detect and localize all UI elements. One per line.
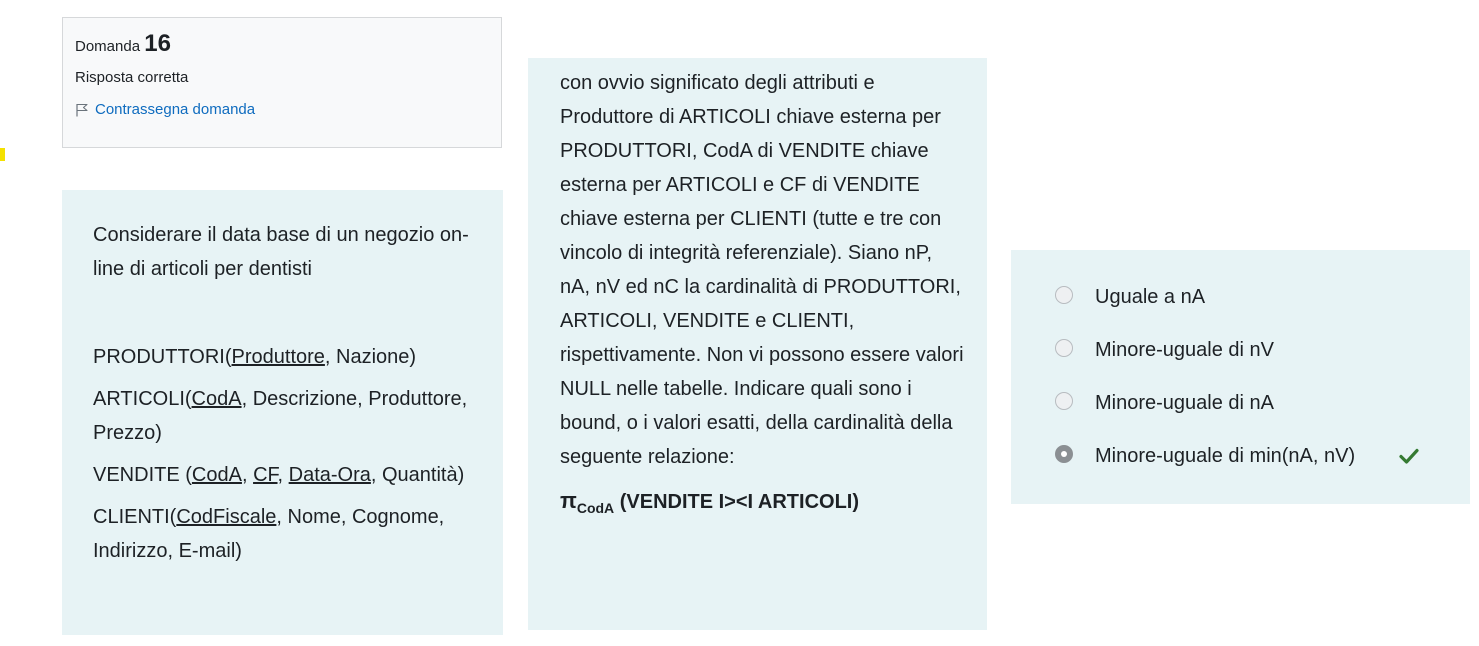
radio-button[interactable]: [1055, 392, 1073, 410]
relational-expression: [560, 484, 965, 525]
primary-key: Data-Ora: [288, 464, 371, 486]
answer-option[interactable]: [1055, 386, 1440, 420]
primary-key: CodA: [191, 388, 242, 410]
schema-attributes: , Nome, Cognome, Indirizzo, E-mail): [93, 506, 445, 562]
schema-name: CLIENTI(: [93, 506, 177, 528]
flag-question-link[interactable]: [75, 99, 489, 121]
expression-body: (VENDITE I><I ARTICOLI): [614, 491, 860, 513]
question-continuation: con ovvio significato degli attributi e Produttore di ARTICOLI chiave esterna per PRODUTTORI, CodA di VENDITE chiave esterna per ARTICOLI e CF di VENDITE chiave esterna per CLIENTI (tutte e tre con vincolo di integrità referenziale). Siano nP, nA, nV ed nC la cardinalità di PRODUTTORI, ARTICOLI, VENDITE e CLIENTI, rispettivamente. Non vi possono essere valori NULL nelle tabelle. Indicare quali sono i bound, o i valori esatti, della cardinalità della seguente relazione:: [560, 72, 964, 468]
projection-attribute: CodA: [576, 500, 615, 516]
schema-vendite: [93, 458, 473, 492]
schema-attributes: , Descrizione, Produttore, Prezzo): [93, 388, 468, 444]
answer-option-label: Minore-uguale di nA: [1095, 392, 1274, 414]
question-heading: [75, 32, 489, 59]
highlight-marker: [0, 148, 5, 161]
schema-clienti: [93, 500, 473, 568]
primary-key: CF: [253, 464, 278, 486]
question-text-panel: [62, 190, 503, 635]
key-separator: ,: [241, 464, 254, 486]
answer-option-label: Minore-uguale di nV: [1095, 339, 1274, 361]
question-label: Domanda: [75, 38, 141, 55]
schema-produttori: [93, 340, 473, 374]
question-info-box: [62, 17, 502, 148]
flag-question-label: Contrassegna domanda: [95, 101, 256, 118]
radio-button[interactable]: [1055, 286, 1073, 304]
answer-option-label: Minore-uguale di min(nA, nV): [1095, 445, 1356, 467]
key-separator: ,: [277, 464, 289, 486]
question-state: Risposta corretta: [75, 69, 189, 86]
schema-name: PRODUTTORI(: [93, 346, 232, 368]
projection-symbol: π: [560, 488, 577, 513]
answer-panel: [1011, 250, 1470, 504]
question-number: 16: [144, 30, 171, 57]
answer-option[interactable]: [1055, 333, 1440, 367]
schema-name: ARTICOLI(: [93, 388, 192, 410]
answer-option-label: Uguale a nA: [1095, 286, 1206, 308]
primary-key: CodFiscale: [176, 506, 277, 528]
primary-key: CodA: [191, 464, 242, 486]
schema-attributes: , Quantità): [370, 464, 465, 486]
question-intro: Considerare il data base di un negozio on-line di articoli per dentisti: [93, 224, 469, 280]
answer-option-selected[interactable]: [1055, 439, 1440, 475]
answer-option[interactable]: [1055, 280, 1440, 314]
flag-icon: [75, 103, 89, 117]
radio-button[interactable]: [1055, 339, 1073, 357]
radio-button-selected[interactable]: [1055, 445, 1073, 463]
correct-check-icon: [1399, 441, 1419, 475]
primary-key: Produttore: [231, 346, 325, 368]
schema-attributes: , Nazione): [324, 346, 417, 368]
schema-name: VENDITE (: [93, 464, 192, 486]
question-text-continuation-panel: [528, 58, 987, 630]
schema-articoli: [93, 382, 473, 450]
